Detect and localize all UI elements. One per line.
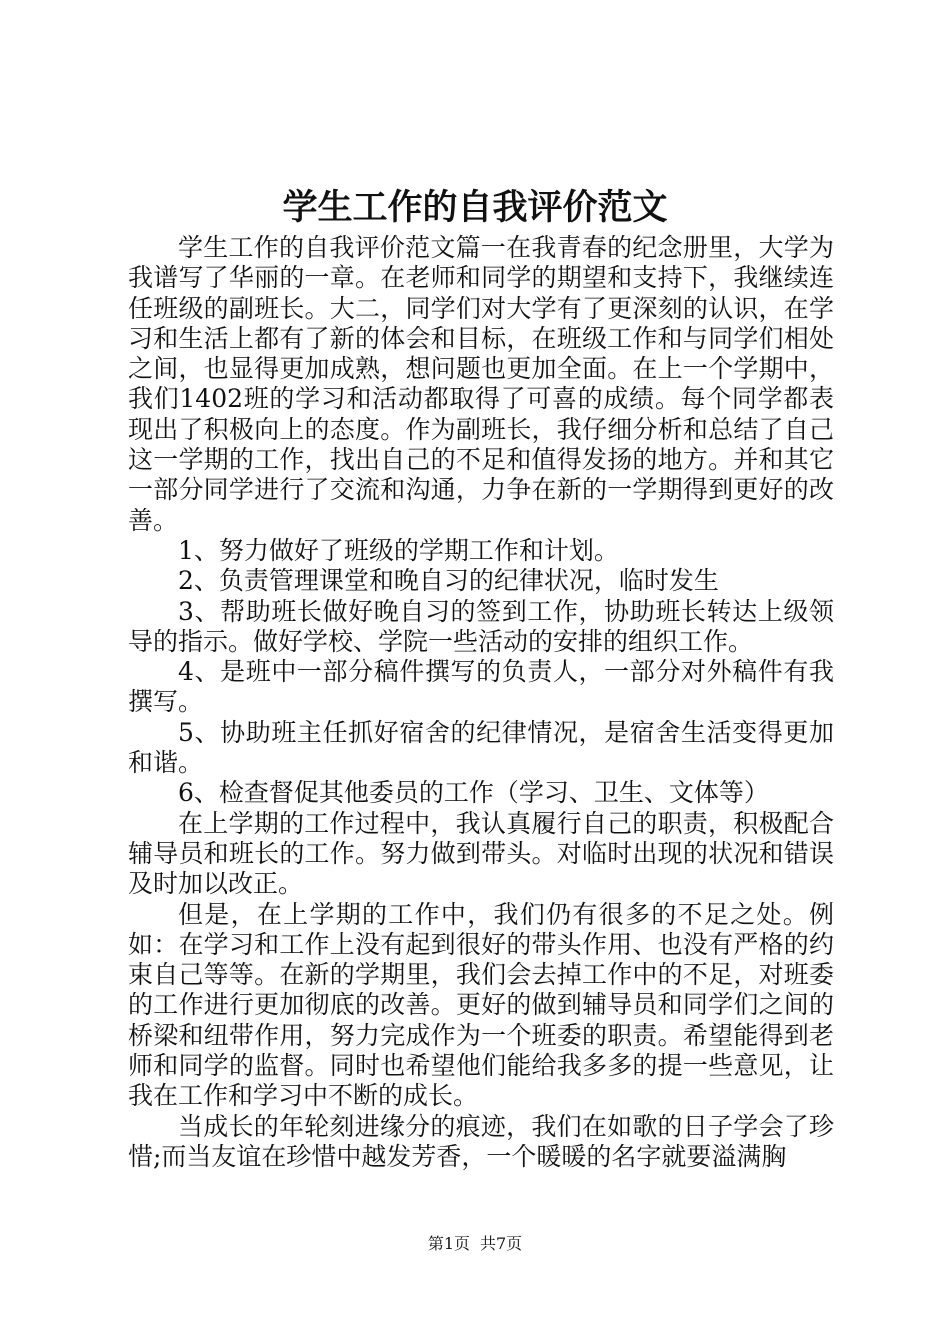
list-item-1: 1、努力做好了班级的学期工作和计划。 <box>178 535 619 565</box>
paragraph-closing: 当成长的年轮刻进缘分的痕迹，我们在如歌的日子学会了珍惜;而当友谊在珍惜中越发芳香，一个暖暖的名字就要溢满胸 <box>128 1111 834 1171</box>
paragraph-intro: 学生工作的自我评价范文篇一在我青春的纪念册里，大学为我谱写了华丽的一章。在老师和同学的期望和支持下，我继续连任班级的副班长。大二，同学们对大学有了更深刻的认识，在学习和生活上都有了新的体会和目标，在班级工作和与同学们相处之间，也显得更加成熟，想问题也更加全面。在上一个学期中，我们1402班的学习和活动都取得了可喜的成绩。每个同学都表现出了积极向上的态度。作为副班长，我仔细分析和总结了自己这一学期的工作，找出自己的不足和值得发扬的地方。并和其它一部分同学进行了交流和沟通，力争在新的一学期得到更好的改善。 <box>128 233 834 535</box>
list-item-2: 2、负责管理课堂和晚自习的纪律状况，临时发生 <box>178 566 719 596</box>
page-number: 第1页 <box>427 1234 470 1253</box>
list-item-4: 4、是班中一部分稿件撰写的负责人，一部分对外稿件有我撰写。 <box>128 657 834 717</box>
page-total: 共7页 <box>480 1234 523 1253</box>
document-title: 学生工作的自我评价范文 <box>282 187 668 228</box>
list-item-3: 3、帮助班长做好晚自习的签到工作，协助班长转达上级领导的指示。做好学校、学院一些活动的安排的组织工作。 <box>128 596 834 656</box>
page-footer <box>0 1232 950 1256</box>
paragraph-shortcomings: 但是，在上学期的工作中，我们仍有很多的不足之处。例如：在学习和工作上没有起到很好的带头作用、也没有严格的约束自己等等。在新的学期里，我们会去掉工作中的不足，对班委的工作进行更加彻底的改善。更好的做到辅导员和同学们之间的桥梁和纽带作用，努力完成作为一个班委的职责。希望能得到老师和同学的监督。同时也希望他们能给我多多的提一些意见，让我在工作和学习中不断的成长。 <box>128 899 834 1111</box>
list-item-6: 6、检查督促其他委员的工作（学习、卫生、文体等） <box>178 778 769 808</box>
paragraph-work-process: 在上学期的工作过程中，我认真履行自己的职责，积极配合辅导员和班长的工作。努力做到带头。对临时出现的状况和错误及时加以改正。 <box>128 808 834 899</box>
list-item-5: 5、协助班主任抓好宿舍的纪律情况，是宿舍生活变得更加和谐。 <box>128 717 834 778</box>
document-body <box>128 233 834 1172</box>
